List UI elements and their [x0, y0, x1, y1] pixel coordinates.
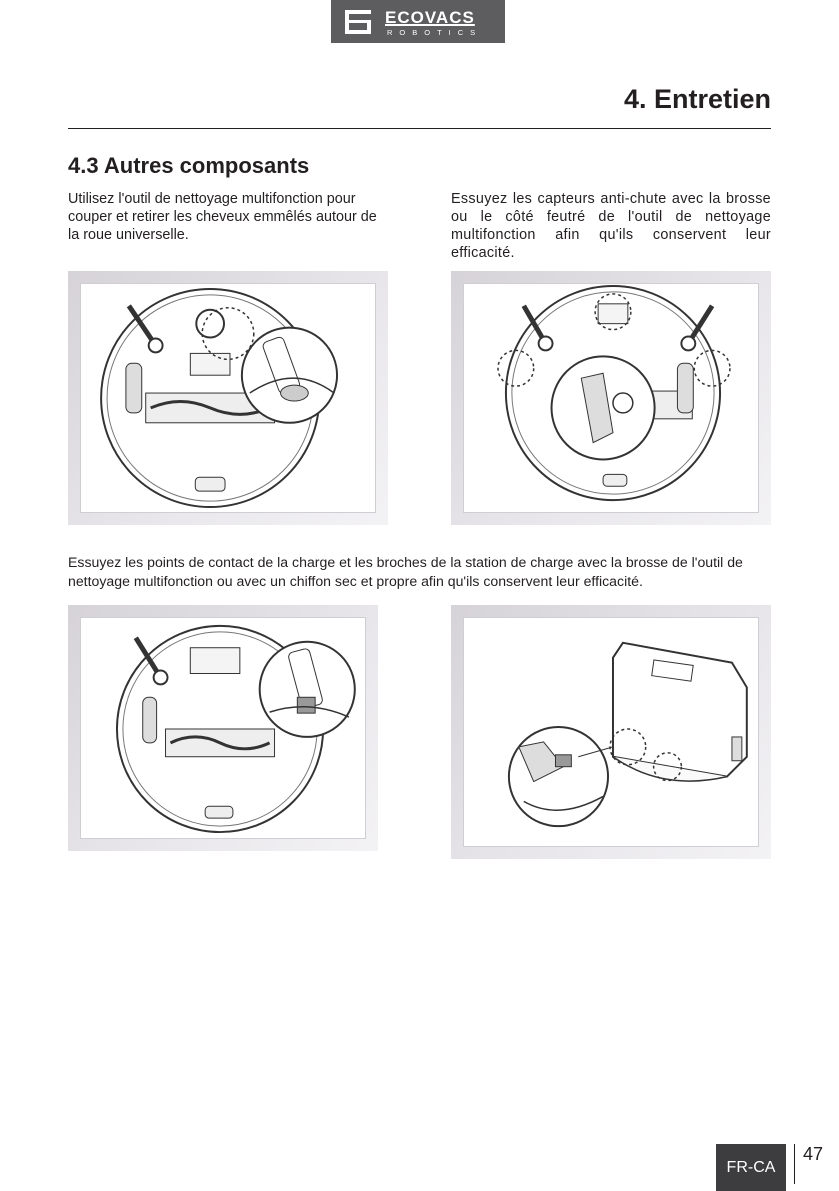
- paragraph-cliff-sensors: Essuyez les capteurs anti-chute avec la brosse ou le côté feutré de l'outil de nettoyage multifonction afin qu'ils conservent leur efficacité.: [451, 191, 771, 261]
- charging-dock-illustration: [464, 618, 758, 846]
- figure-charging-contacts: [68, 605, 378, 851]
- ecovacs-logo-icon: [339, 0, 379, 43]
- page-number: 47: [803, 1144, 824, 1164]
- robot-charging-contacts-illustration: [81, 618, 365, 838]
- section-title: 4.3 Autres composants: [68, 153, 310, 178]
- figure-cliff-sensors: [451, 271, 771, 525]
- header-divider: [68, 128, 771, 129]
- figure-universal-wheel: [68, 271, 388, 525]
- paragraph-charging-contacts: Essuyez les points de contact de la charge et les broches de la station de charge avec la brosse de l'outil de nettoyage multifonction ou avec un chiffon sec et propre afin qu'ils conservent leur efficacité.: [68, 554, 743, 589]
- brand-logo: [331, 0, 505, 43]
- brand-wordmark: ECOVACS: [385, 8, 475, 27]
- figure-charging-dock: [451, 605, 771, 859]
- robot-cliff-sensor-illustration: [464, 284, 758, 512]
- robot-underside-wheel-illustration: [81, 284, 375, 512]
- paragraph-universal-wheel: Utilisez l'outil de nettoyage multifonction pour couper et retirer les cheveux emmêlés autour de la roue universelle.: [68, 191, 377, 243]
- brand-subtitle: ROBOTICS: [387, 28, 483, 37]
- page-number-divider: [794, 1144, 795, 1184]
- language-badge: FR-CA: [716, 1144, 786, 1191]
- chapter-title: 4. Entretien: [623, 84, 771, 114]
